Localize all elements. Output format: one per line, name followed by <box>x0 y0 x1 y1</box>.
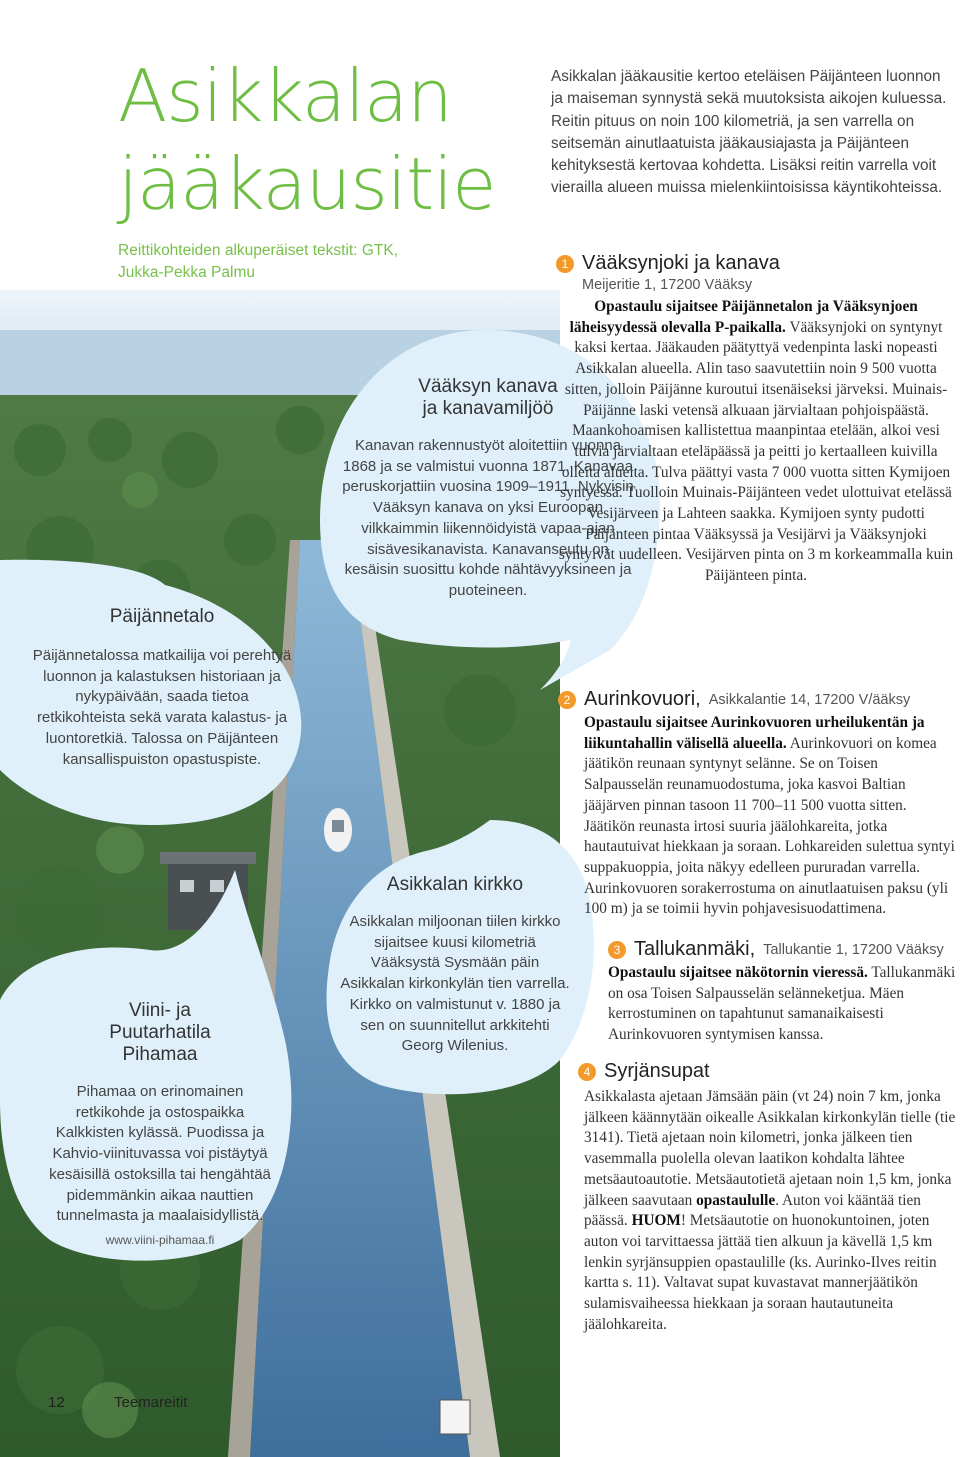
site-4-text-c: ! Metsäautotie on huonokuntoinen, joten auton voi tarvittaessa jättää tien alkuun ja kävellä 1,5 km lenkin syrjänsuppien opastaulille (ks. Aurinko-Ilves reitin kartta s. 11). Valtavat supat kuvastavat mannerjäätikön sulamisvaiheessa hiekkaan ja soraan hautautuneita jäälohkareita. <box>584 1212 937 1333</box>
site-4-bold-b: HUOM <box>631 1212 681 1230</box>
site-1-name: Vääksynjoki ja kanava <box>582 252 780 274</box>
site-1-body <box>556 297 956 587</box>
site-4-text-a: Asikkalasta ajetaan Jämsään päin (vt 24) noin 7 km, jonka jälkeen käännytään oikealle Asikkalan kirkonkylän tielle (tie 3141). Tietä ajetaan noin kilometri, jonka jälkeen tien vasemmalla puolella olevan laatikon kohdalta lähtee metsäautoautotie. Metsäautotietä ajetaan noin 1,5 km, jonka jälkeen saavutaan <box>584 1088 956 1209</box>
site-1-text: Vääksynjoki on syntynyt kaksi kertaa. Jääkauden päätyttyä vedenpinta laski nopeasti Asikkalan alueella. Alin taso saavutettiin noin 9 500 vuotta sitten, jolloin Päijänne kuroutui itsenäiseksi järveksi. Muinais-Päijänne laski vetensä alkuaan järvialtaan pohjoispäästä. Maankohoamisen kallistettua maanpintaa etelään, alkoi vesi tulvia järvialtaan eteläpäässä ja peitti jo kertaalleen kuivilla olleita alueita. Tulva päättyi vasta 7 000 vuotta sitten Kymijoen syntyessä. Tuolloin Muinais-Päijänteen vedet ulottuivat etelässä Vesijärveen ja Lahteen saakka. Kymijoen synty pudotti Päijänteen pintaa Vääksyssä ja Vesijärvi ja Vääksynjoki syntyivät uudelleen. Vesijärven pinta on 3 m korkeammalla kuin Päijänteen pinta. <box>558 318 954 585</box>
viini-title-line-3: Pihamaa <box>122 1044 198 1065</box>
viini-url[interactable]: www.viini-pihamaa.fi <box>105 1232 215 1247</box>
site-2-body <box>584 713 960 920</box>
viini-title <box>44 1000 276 1066</box>
vaaksyn-title-line-1: Vääksyn kanava <box>418 376 558 397</box>
site-2-text: Aurinkovuori on komea jäätikön reunaan syntynyt selänne. Se on Toisen Salpausselän reunamuodostuma, joka kasvoi Baltian jääjärven pinnan tasoon 11 700–11 500 vuotta sitten. Jäätikön reunasta irtosi suuria jäälohkareita, jotka hautautuivat hiekkaan ja soraan. Lohkareiden sulettua syntyi suppakuoppia, joita näkyy edelleen pururadan varrella. Aurinkovuoren sorakerrostuma on ainutlaatuisen paksu (yli 100 m) ja se toimii hyvin pohjavesisuodattimena. <box>584 734 955 918</box>
vaaksyn-title-line-2: ja kanavamiljöö <box>422 398 554 419</box>
site-1-address: Meijeritie 1, 17200 Vääksy <box>582 277 753 293</box>
vaaksyn-text: Kanavan rakennustyöt aloitettiin vuonna 1868 ja se valmistui vuonna 1871. Kanavaa peruskorjattiin vuosina 1909–1911. Nykyisin Vääksyn kanava on yksi Euroopan vilkkaimmin liikennöidyistä vapaa-ajan sisävesikanavista. Kanavanseutu on kesäisin suosittu kohde nähtävyyksineen ja puoteineen. <box>342 437 634 599</box>
site-number-badge: 1 <box>556 255 574 273</box>
site-3-text: Tallukanmäki on osa Toisen Salpausselän selänneketjua. Mäen kerrostuminen on tapahtunut samanaikaisesti Aurinkovuoren syntymisen kanssa. <box>608 964 956 1044</box>
credits: Reittikohteiden alkuperäiset tekstit: GTK, Jukka-Pekka Palmu <box>118 242 398 281</box>
viini-box <box>44 1000 276 1247</box>
site-3-lead: Opastaulu sijaitsee näkötornin vieressä. <box>608 964 868 981</box>
title-line-2: jääkausitie <box>118 142 496 226</box>
site-1-heading <box>556 252 956 275</box>
viini-text: Pihamaa on erinomainen retkikohde ja ostospaikka Kalkkisten kylässä. Puodissa ja Kahvio-viinituvassa voi pistäytyä kesäisillä ostoksilla tai hengähtää pidemmänkin aikaa nauttien tunnelmasta ja maalaisidyllistä. <box>49 1083 271 1225</box>
site-number-badge: 2 <box>558 691 576 709</box>
site-2 <box>558 688 960 920</box>
site-3-address: Tallukantie 1, 17200 Vääksy <box>763 941 944 958</box>
paijannetalo-text: Päijännetalossa matkailija voi perehtyä luonnon ja kalastuksen historiaan ja nykypäivään, saada tietoa retkikohteista sekä varata kalastus- ja luontoretkiä. Talossa on Päijänteen kansallispuiston opastuspiste. <box>32 647 292 768</box>
site-3-body <box>608 963 956 1046</box>
kirkko-text: Asikkalan miljoonan tiilen kirkko sijaitsee kuusi kilometriä Vääksystä Sysmään päin Asikkalan kirkonkylän tien varrella. Kirkko on valmistunut v. 1880 ja sen on suunnitellut arkkitehti Georg Wilenius. <box>340 913 570 1055</box>
site-4-name: Syrjänsupat <box>604 1060 710 1082</box>
site-2-lead: Opastaulu sijaitsee Aurinkovuoren urheilukentän ja liikuntahallin välisellä alueella. <box>584 714 925 752</box>
site-4-bold-a: opastaululle <box>696 1191 776 1209</box>
section-name: Teemareitit <box>114 1394 188 1411</box>
site-4-body <box>584 1087 958 1335</box>
kirkko-title: Asikkalan kirkko <box>386 874 524 895</box>
site-number-badge: 3 <box>608 941 626 959</box>
page-number: 12 <box>48 1394 65 1411</box>
site-3-heading <box>608 938 956 961</box>
title-line-1: Asikkalan <box>118 54 452 138</box>
intro-paragraph: Asikkalan jääkausitie kertoo eteläisen Päijänteen luonnon ja maiseman synnystä sekä muutoksista aikojen kuluessa. Reitin pituus on noin 100 kilometriä, ja sen varrella on seitsemän ainutlaatuista jääkausiajasta ja Päijänteen kehityksestä kertovaa kohdetta. Lisäksi reitin varrella voit vierailla alueen muissa mielenkiintoisissa käyntikohteissa. <box>551 68 947 197</box>
site-3-name: Tallukanmäki, <box>634 938 756 960</box>
site-2-name: Aurinkovuori, <box>584 688 701 710</box>
kirkko-box <box>338 874 572 1057</box>
paijannetalo-title: Päijännetalo <box>109 606 215 627</box>
viini-title-line-1: Viini- ja <box>129 1000 191 1021</box>
page-title <box>118 52 495 228</box>
site-1-lead: Opastaulu sijaitsee Päijännetalon ja Vääksynjoen läheisyydessä olevalla P-paikalla. <box>569 298 918 336</box>
site-4 <box>578 1060 958 1335</box>
site-3 <box>608 938 956 1046</box>
site-number-badge: 4 <box>578 1063 596 1081</box>
viini-title-line-2: Puutarhatila <box>109 1022 211 1043</box>
site-4-heading <box>578 1060 958 1083</box>
site-4-text-b: . Auton voi kääntää tien päässä. <box>584 1191 921 1230</box>
site-1 <box>556 252 956 587</box>
site-2-heading <box>558 688 960 711</box>
paijannetalo-box <box>30 606 294 770</box>
site-2-address: Asikkalantie 14, 17200 V/ääksy <box>708 691 911 708</box>
